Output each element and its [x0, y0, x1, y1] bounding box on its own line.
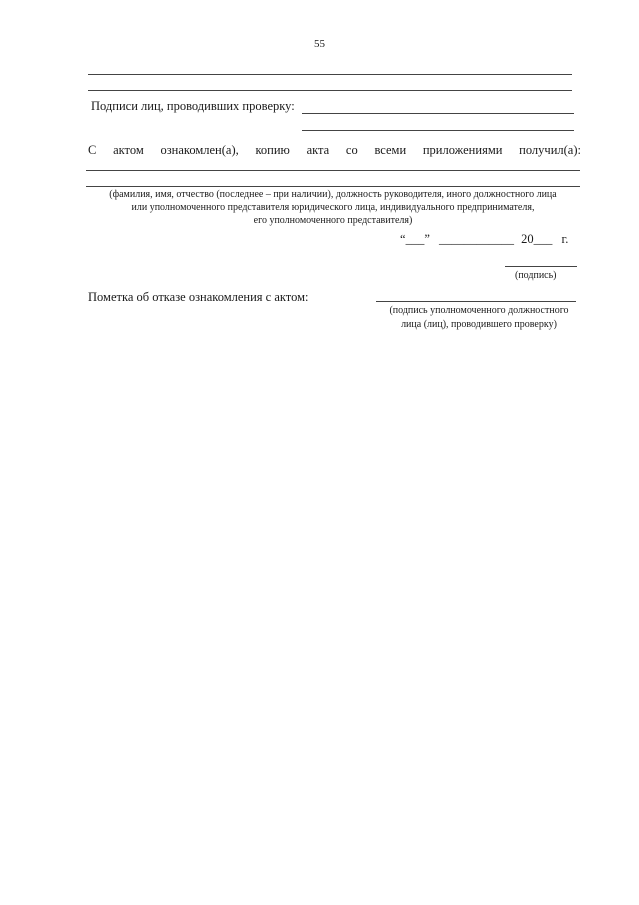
signature-caption: (подпись): [515, 270, 557, 281]
date-year-prefix: 20: [521, 232, 534, 246]
signature-line: [302, 113, 574, 114]
date-year-suffix: г.: [561, 232, 569, 246]
date-open-quote: “: [400, 232, 406, 246]
official-signature-line: [376, 301, 576, 302]
acquainted-word: со: [345, 143, 358, 157]
fio-note-line: его уполномоченного представителя): [253, 215, 413, 226]
date-close-quote: ”: [424, 232, 430, 246]
blank-line: [88, 90, 572, 91]
signatures-label: Подписи лиц, проводивших проверку:: [91, 99, 295, 113]
acquainted-word: всеми: [374, 143, 407, 157]
signature-line: [505, 266, 577, 267]
acquainted-statement: [88, 143, 581, 158]
acquainted-word: ознакомлен(а),: [160, 143, 239, 157]
signature-line: [302, 130, 574, 131]
fio-line: [86, 186, 580, 187]
fio-note-line: (фамилия, имя, отчество (последнее – при наличии), должность руководителя, иного должностного лица: [109, 189, 557, 200]
date-field: [400, 232, 568, 247]
refusal-label: Пометка об отказе ознакомления с актом:: [88, 290, 309, 304]
date-year-blank: ___: [533, 232, 553, 246]
date-day-blank: ___: [405, 232, 425, 246]
official-signature-caption-line: лица (лиц), проводившего проверку): [401, 319, 557, 330]
official-signature-caption-line: (подпись уполномоченного должностного: [389, 305, 569, 316]
blank-line: [86, 170, 580, 171]
acquainted-word: акта: [306, 143, 330, 157]
fio-note: [85, 188, 581, 227]
page-number: 55: [314, 38, 325, 50]
date-month-blank: ____________: [439, 232, 514, 246]
acquainted-word: С: [88, 143, 97, 157]
acquainted-word: получил(а):: [519, 143, 581, 157]
acquainted-word: приложениями: [422, 143, 503, 157]
blank-line: [88, 74, 572, 75]
official-signature-caption: [372, 304, 586, 332]
acquainted-word: копию: [255, 143, 290, 157]
fio-note-line: или уполномоченного представителя юридического лица, индивидуального предпринимателя,: [131, 202, 535, 213]
acquainted-word: актом: [113, 143, 144, 157]
